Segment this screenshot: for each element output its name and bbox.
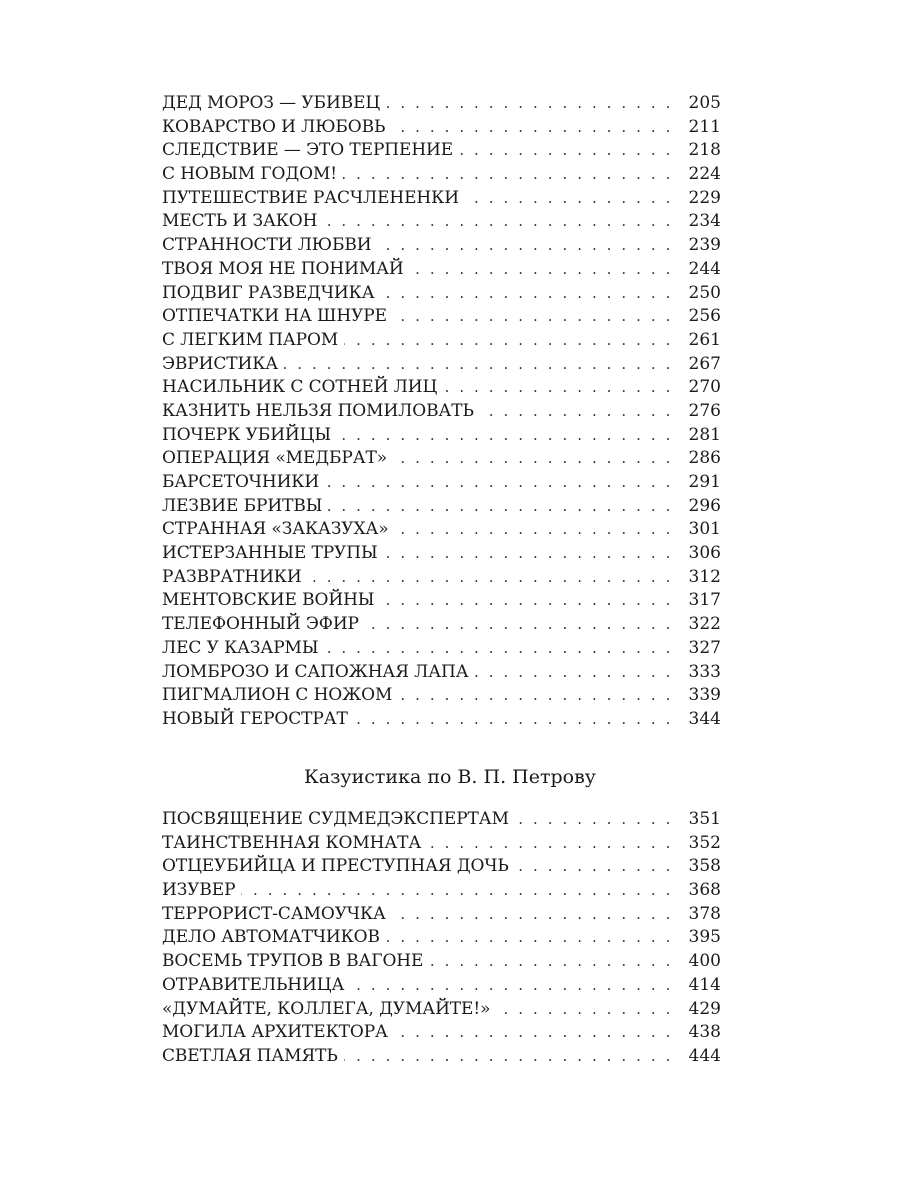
toc-dot-leader [378,234,679,258]
toc-dot-leader [465,187,679,211]
toc-entry-page-number: 322 [688,614,721,635]
toc-entry-page-number: 270 [688,377,721,398]
toc-dot-leader [328,495,679,519]
toc-entry [162,92,721,116]
toc-entry-page-number: 281 [688,424,721,445]
toc-entry-title: ОТЦЕУБИЙЦА И ПРЕСТУПНАЯ ДОЧЬ [162,856,509,877]
toc-section-2 [162,808,721,1069]
toc-entry-title: ЛЕЗВИЕ БРИТВЫ [162,495,323,516]
toc-entry-page-number: 224 [688,164,721,185]
toc-entry [162,424,721,448]
toc-entry-page-number: 400 [688,951,721,972]
toc-dot-leader [393,447,679,471]
toc-entry-title: ПИГМАЛИОН С НОЖОМ [162,685,393,706]
toc-entry-page-number: 250 [688,282,721,303]
toc-entry-title: МЕНТОВСКИЕ ВОЙНЫ [162,590,375,611]
toc-entry-title: НАСИЛЬНИК С СОТНЕЙ ЛИЦ [162,377,438,398]
toc-entry [162,950,721,974]
toc-dot-leader [323,210,679,234]
toc-entry-title: ДЕЛО АВТОМАТЧИКОВ [162,927,380,948]
toc-entry [162,329,721,353]
toc-entry-title: ИСТЕРЗАННЫЕ ТРУПЫ [162,543,378,564]
toc-entry-title: ПУТЕШЕСТВИЕ РАСЧЛЕНЕНКИ [162,187,459,208]
toc-entry [162,400,721,424]
toc-entry-page-number: 312 [688,566,721,587]
toc-entry [162,832,721,856]
toc-dot-leader [393,305,679,329]
toc-entry-title: ИЗУВЕР [162,880,236,901]
toc-entry [162,1021,721,1045]
toc-entry [162,974,721,998]
toc-entry-title: ТЕЛЕФОННЫЙ ЭФИР [162,614,359,635]
toc-entry-page-number: 339 [688,685,721,706]
toc-entry-page-number: 438 [688,1022,721,1043]
toc-entry-title: КАЗНИТЬ НЕЛЬЗЯ ПОМИЛОВАТЬ [162,400,474,421]
toc-entry [162,258,721,282]
toc-dot-leader [496,998,679,1022]
toc-entry-title: «ДУМАЙТЕ, КОЛЛЕГА, ДУМАЙТЕ!» [162,998,491,1019]
toc-entry [162,305,721,329]
toc-entry-title: ОТПЕЧАТКИ НА ШНУРЕ [162,306,387,327]
toc-entry-title: ПОЧЕРК УБИЙЦЫ [162,424,331,445]
toc-entry [162,495,721,519]
toc-entry [162,566,721,590]
toc-entry-title: БАРСЕТОЧНИКИ [162,472,320,492]
toc-dot-leader [324,637,679,661]
toc-entry-page-number: 211 [688,116,721,137]
toc-dot-leader [384,542,679,566]
toc-entry-page-number: 244 [688,258,721,279]
toc-dot-leader [391,116,679,140]
toc-dot-leader [354,708,679,732]
toc-dot-leader [429,950,679,974]
toc-entry [162,139,721,163]
toc-dot-leader [344,329,679,353]
toc-entry [162,903,721,927]
toc-dot-leader [392,903,679,927]
toc-entry [162,589,721,613]
toc-entry-page-number: 429 [688,998,721,1019]
toc-entry [162,542,721,566]
toc-entry-page-number: 296 [688,495,721,516]
toc-entry-title: ПОСВЯЩЕНИЕ СУДМЕДЭКСПЕРТАМ [162,809,509,829]
toc-entry [162,613,721,637]
toc-entry-page-number: 291 [688,472,721,492]
toc-entry-page-number: 306 [688,543,721,564]
toc-entry-page-number: 395 [688,927,721,948]
toc-entry-title: ТЕРРОРИСТ-САМОУЧКА [162,903,386,924]
toc-entry [162,998,721,1022]
toc-entry-page-number: 218 [688,140,721,161]
toc-dot-leader [427,832,679,856]
toc-dot-leader [398,684,679,708]
toc-dot-leader [380,589,679,613]
toc-entry-title: СЛЕДСТВИЕ — ЭТО ТЕРПЕНИЕ [162,140,454,161]
toc-entry-title: ДЕД МОРОЗ — УБИВЕЦ [162,93,381,113]
toc-entry-title: МЕСТЬ И ЗАКОН [162,211,318,232]
toc-entry [162,855,721,879]
toc-entry-title: ВОСЕМЬ ТРУПОВ В ВАГОНЕ [162,951,424,972]
toc-entry-title: СТРАННОСТИ ЛЮБВИ [162,235,372,256]
toc-entry-page-number: 239 [688,235,721,256]
toc-entry [162,684,721,708]
toc-entry-page-number: 234 [688,211,721,232]
toc-entry-page-number: 276 [688,400,721,421]
toc-entry-title: МОГИЛА АРХИТЕКТОРА [162,1022,388,1043]
toc-entry [162,376,721,400]
toc-entry-page-number: 344 [688,708,721,729]
toc-entry-title: ТАИНСТВЕННАЯ КОМНАТА [162,832,422,853]
toc-entry-title: ЭВРИСТИКА [162,353,279,374]
toc-entry [162,1045,721,1069]
toc-entry [162,116,721,140]
toc-dot-leader [325,471,679,495]
toc-entry-page-number: 352 [688,832,721,853]
toc-entry-title: СТРАННАЯ «ЗАКАЗУХА» [162,519,389,540]
toc-entry-title: КОВАРСТВО И ЛЮБОВЬ [162,116,386,137]
toc-dot-leader [308,566,679,590]
toc-dot-leader [395,518,679,542]
toc-entry-page-number: 261 [688,329,721,350]
toc-entry-page-number: 286 [688,448,721,469]
toc-entry-page-number: 317 [688,590,721,611]
section-heading: Казуистика по В. П. Петрову [304,766,596,788]
toc-entry-page-number: 378 [688,903,721,924]
toc-entry-title: ЛОМБРОЗО И САПОЖНАЯ ЛАПА [162,661,469,682]
toc-entry-title: СВЕТЛАЯ ПАМЯТЬ [162,1045,338,1066]
toc-entry [162,471,721,495]
toc-dot-leader [337,424,679,448]
toc-entry-title: НОВЫЙ ГЕРОСТРАТ [162,708,348,729]
toc-entry-page-number: 333 [688,661,721,682]
toc-dot-leader [381,282,680,306]
toc-entry [162,926,721,950]
toc-entry-title: ЛЕС У КАЗАРМЫ [162,637,319,658]
toc-dot-leader [515,855,679,879]
toc-dot-leader [365,613,679,637]
toc-dot-leader [386,92,679,116]
toc-list [162,92,721,732]
toc-entry-page-number: 256 [688,306,721,327]
toc-dot-leader [475,661,680,685]
toc-entry-page-number: 358 [688,856,721,877]
toc-entry [162,234,721,258]
toc-dot-leader [515,808,679,832]
toc-entry [162,518,721,542]
toc-dot-leader [459,139,679,163]
toc-dot-leader [394,1021,679,1045]
toc-entry-title: ТВОЯ МОЯ НЕ ПОНИМАЙ [162,258,404,279]
toc-entry-title: РАЗВРАТНИКИ [162,566,302,587]
toc-entry-page-number: 444 [688,1045,721,1066]
toc-entry [162,637,721,661]
toc-dot-leader [284,353,679,377]
toc-entry [162,447,721,471]
toc-dot-leader [344,1045,679,1069]
toc-dot-leader [241,879,679,903]
toc-entry [162,187,721,211]
toc-list [162,808,721,1069]
toc-dot-leader [343,163,679,187]
toc-entry [162,163,721,187]
toc-entry [162,661,721,685]
toc-entry [162,808,721,832]
toc-entry [162,708,721,732]
toc-entry-title: С НОВЫМ ГОДОМ! [162,164,337,185]
toc-entry-page-number: 351 [688,809,721,829]
toc-entry-title: С ЛЕГКИМ ПАРОМ [162,329,339,350]
toc-entry-page-number: 301 [688,519,721,540]
toc-entry-page-number: 414 [688,974,721,995]
toc-entry [162,282,721,306]
toc-entry-page-number: 327 [688,637,721,658]
toc-entry [162,353,721,377]
toc-dot-leader [410,258,679,282]
toc-entry-title: ПОДВИГ РАЗВЕДЧИКА [162,282,375,303]
toc-entry [162,879,721,903]
toc-dot-leader [443,376,679,400]
toc-dot-leader [350,974,679,998]
toc-section-1 [162,92,721,732]
toc-entry-title: ОТРАВИТЕЛЬНИЦА [162,974,345,995]
toc-entry-title: ОПЕРАЦИЯ «МЕДБРАТ» [162,448,388,469]
toc-entry-page-number: 368 [688,880,721,901]
toc-dot-leader [480,400,679,424]
toc-entry-page-number: 205 [688,93,721,113]
toc-entry-page-number: 267 [688,353,721,374]
toc-entry-page-number: 229 [688,187,721,208]
toc-entry [162,210,721,234]
toc-dot-leader [386,926,679,950]
